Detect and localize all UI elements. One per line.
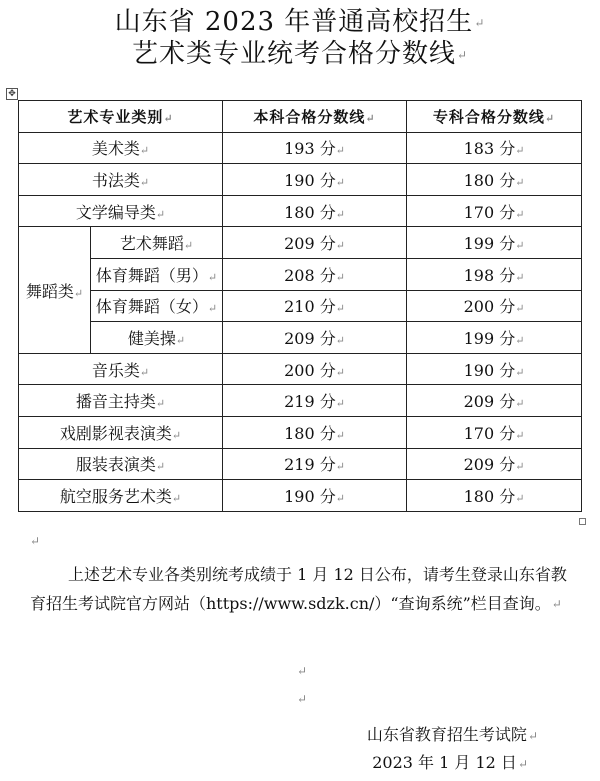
table-row [19, 132, 582, 164]
table-row [19, 416, 582, 448]
bachelor-score-cell: 219 分↵ [223, 385, 407, 417]
category-cell: 播音主持类↵ [19, 385, 223, 417]
paragraph-mark: ↵ [297, 692, 308, 706]
category-cell: 书法类↵ [19, 164, 223, 196]
junior-score-cell: 180 分↵ [407, 480, 582, 512]
header-bachelor: 本科合格分数线↵ [223, 101, 407, 133]
table-row [19, 258, 582, 290]
group-cell: 舞蹈类↵ [19, 227, 91, 353]
category-cell: 艺术舞蹈↵ [91, 227, 223, 259]
category-cell: 体育舞蹈（男）↵ [91, 258, 223, 290]
signature-date: 2023 年 1 月 12 日↵ [372, 753, 528, 772]
header-category: 艺术专业类别↵ [19, 101, 223, 133]
category-cell: 航空服务艺术类↵ [19, 480, 223, 512]
bachelor-score-cell: 190 分↵ [223, 480, 407, 512]
category-cell: 戏剧影视表演类↵ [19, 416, 223, 448]
bachelor-score-cell: 190 分↵ [223, 164, 407, 196]
junior-score-cell: 200 分↵ [407, 290, 582, 322]
score-table [18, 100, 582, 512]
category-cell: 音乐类↵ [19, 353, 223, 385]
junior-score-cell: 209 分↵ [407, 448, 582, 480]
table-row [19, 385, 582, 417]
table-move-handle-icon[interactable]: ✥ [6, 88, 18, 100]
category-cell: 服装表演类↵ [19, 448, 223, 480]
junior-score-cell: 198 分↵ [407, 258, 582, 290]
junior-score-cell: 199 分↵ [407, 227, 582, 259]
notice-paragraph: 上述艺术专业各类别统考成绩于 1 月 12 日公布，请考生登录山东省教育招生考试院官方网站（https://www.sdzk.cn/）“查询系统”栏目查询。↵ [30, 565, 567, 613]
junior-score-cell: 170 分↵ [407, 416, 582, 448]
table-resize-handle[interactable] [579, 518, 586, 525]
table-row [19, 480, 582, 512]
bachelor-score-cell: 208 分↵ [223, 258, 407, 290]
header-junior: 专科合格分数线↵ [407, 101, 582, 133]
table-row [19, 195, 582, 227]
junior-score-cell: 190 分↵ [407, 353, 582, 385]
junior-score-cell: 180 分↵ [407, 164, 582, 196]
table-row [19, 322, 582, 354]
table-row [19, 290, 582, 322]
bachelor-score-cell: 209 分↵ [223, 227, 407, 259]
signature-org: 山东省教育招生考试院↵ [366, 725, 538, 744]
table-row [19, 164, 582, 196]
junior-score-cell: 199 分↵ [407, 322, 582, 354]
title-line-1: 山东省 2023 年普通高校招生↵ [114, 7, 486, 37]
junior-score-cell: 183 分↵ [407, 132, 582, 164]
category-cell: 美术类↵ [19, 132, 223, 164]
title-line-2: 艺术类专业统考合格分数线↵ [131, 39, 469, 69]
bachelor-score-cell: 210 分↵ [223, 290, 407, 322]
bachelor-score-cell: 180 分↵ [223, 195, 407, 227]
bachelor-score-cell: 193 分↵ [223, 132, 407, 164]
bachelor-score-cell: 200 分↵ [223, 353, 407, 385]
bachelor-score-cell: 180 分↵ [223, 416, 407, 448]
junior-score-cell: 170 分↵ [407, 195, 582, 227]
category-cell: 体育舞蹈（女）↵ [91, 290, 223, 322]
table-row [19, 353, 582, 385]
category-cell: 健美操↵ [91, 322, 223, 354]
junior-score-cell: 209 分↵ [407, 385, 582, 417]
bachelor-score-cell: 219 分↵ [223, 448, 407, 480]
table-row [19, 448, 582, 480]
paragraph-mark: ↵ [297, 664, 308, 678]
category-cell: 文学编导类↵ [19, 195, 223, 227]
paragraph-mark: ↵ [30, 534, 41, 548]
table-row [19, 227, 582, 259]
table-header-row [19, 101, 582, 133]
bachelor-score-cell: 209 分↵ [223, 322, 407, 354]
